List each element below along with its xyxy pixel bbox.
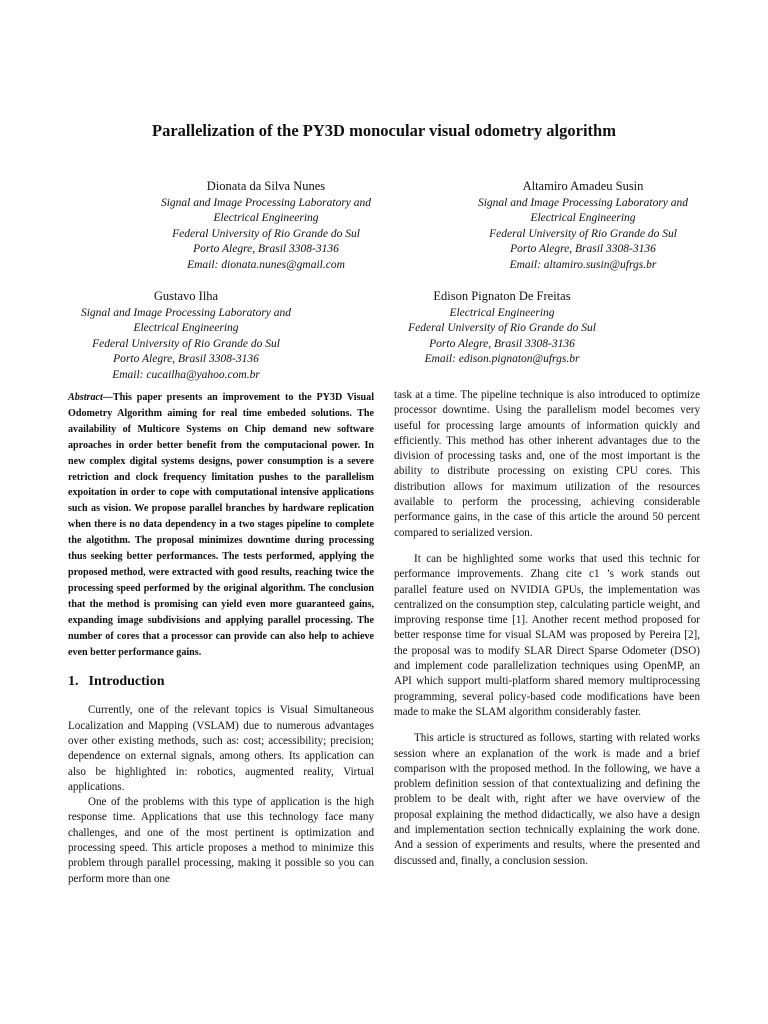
author-affiliation-line: Federal University of Rio Grande do Sul	[408, 322, 596, 335]
author-block-3	[40, 289, 332, 384]
author-email: Email: edison.pignaton@ufrgs.br	[424, 353, 580, 366]
author-email: Email: cucailha@yahoo.com.br	[112, 368, 260, 381]
body-paragraph: This article is structured as follows, starting with related works session where an explanation of the work is made and a brief comparison with the proposed method. In the following, we have a problem definition session of that contextualizing and defining the problem to be dealt with, right after we have overview of the proposal explaining the method didactically, we also have a design and implementation section technically explaining the work done. And a session of experiments and results, where the presented and discussed and, finally, a conclusion session.	[394, 732, 700, 867]
body-paragraph: It can be highlighted some works that used this technic for performance improvements. Zhang cite c1 ’s work stands out parallel feature used on NVIDIA GPUs, the implementation was centralized on the consumption step, calculating particle weight, and improving response time [1]. Another recent method proposed for better response time for visual SLAM was proposed by Pereira [2], the proposal was to modify SLAR Direct Sparse Odometer (DSO) and implement code parallelization techniques using OpenMP, an API which support multi-platform shared memory multiprocessing programming, several policy-based code modifications have been made to make the SLAM algorithm considerably faster.	[394, 552, 700, 718]
author-affiliation-line: Electrical Engineering	[530, 212, 636, 225]
abstract-body: —This paper presents an improvement to the PY3D Visual Odometry Algorithm aiming for real time embeded solutions. The availability of Multicore Systems on Chip demand new software aproaches in order better benefit from the computacional power. In new complex digital systems designs, power consumption is a severe retriction and clock frequency limitation pushes to the parallelism expoitation in order to cope with computational intensive applications such as vision. We propose parallel branches by hardware replication when there is no data dependency in a two stages pipeline to complete the algotithm. The proposal minimizes downtime during processing thus seeking better performances. The tests performed, applying the proposed method, were extracted with good results, reaching twice the processing speed performed by the original algorithm. The conclusion that the method is promising can yield even more guaranteed gains, expanding image subdivisions and applying parallel processing. The number of cores that a processor can provide can also help to achieve even better performance gains.	[68, 392, 374, 658]
author-email: Email: altamiro.susin@ufrgs.br	[509, 258, 657, 271]
author-affiliation-line: Porto Alegre, Brasil 3308-3136	[193, 243, 339, 256]
author-email: Email: dionata.nunes@gmail.com	[187, 258, 345, 271]
author-affiliation-line: Signal and Image Processing Laboratory and	[80, 306, 292, 319]
right-column	[394, 388, 700, 869]
author-affiliation-line: Electrical Engineering	[133, 322, 239, 335]
body-paragraph: One of the problems with this type of application is the high response time. Applications that use this technology face many challenges, and one of the most pertinent is optimization and processing speed. This article proposes a method to minimize this problem through parallel processing, making it possible so you can perform more than one	[68, 796, 374, 885]
left-column	[68, 390, 374, 887]
author-block-2	[437, 179, 729, 274]
abstract	[68, 390, 374, 660]
body-paragraph: task at a time. The pipeline technique is also introduced to optimize processor downtime. Using the parallelism model becomes very useful for processing large amounts of information quickly and efficiently. This method has other inherent advantages due to the division of processing tasks and, one of the most important is the ability to distribute processing on existing CPU cores. This distribution allows for maximum utilization of the resources available to perform the processing, achieving considerable performance gains, in the case of this article the around 50 percent compared to serialized version.	[394, 389, 700, 539]
body-paragraph: Currently, one of the relevant topics is Visual Simultaneous Localization and Mapping (VSLAM) due to numerous advantages over other existing methods, such as: cost; accessibility; precision; dependence on external signals, among others. Its application can also be highlighted in: robotics, augmented reality, Virtual applications.	[68, 704, 374, 793]
author-name: Altamiro Amadeu Susin	[522, 179, 644, 193]
author-affiliation-line: Federal University of Rio Grande do Sul	[92, 337, 280, 350]
author-name: Edison Pignaton De Freitas	[433, 289, 571, 303]
author-affiliation-line: Porto Alegre, Brasil 3308-3136	[429, 337, 575, 350]
author-affiliation-line: Porto Alegre, Brasil 3308-3136	[510, 243, 656, 256]
author-name: Gustavo Ilha	[153, 289, 219, 303]
author-affiliation-line: Federal University of Rio Grande do Sul	[489, 227, 677, 240]
section-heading-introduction	[68, 673, 374, 691]
author-affiliation-line: Federal University of Rio Grande do Sul	[172, 227, 360, 240]
author-affiliation-line: Signal and Image Processing Laboratory and	[160, 196, 372, 209]
author-affiliation-line: Electrical Engineering	[449, 306, 555, 319]
author-affiliation-line: Electrical Engineering	[213, 212, 319, 225]
author-affiliation-line: Signal and Image Processing Laboratory and	[477, 196, 689, 209]
paper-title: Parallelization of the PY3D monocular visual odometry algorithm	[152, 121, 616, 140]
author-affiliation-line: Porto Alegre, Brasil 3308-3136	[113, 353, 259, 366]
author-block-4	[356, 289, 648, 368]
section-number: 1.	[68, 674, 79, 690]
abstract-lead: Abstract	[68, 392, 103, 403]
author-name: Dionata da Silva Nunes	[206, 179, 326, 193]
author-block-1	[120, 179, 412, 274]
section-title: Introduction	[88, 674, 165, 690]
